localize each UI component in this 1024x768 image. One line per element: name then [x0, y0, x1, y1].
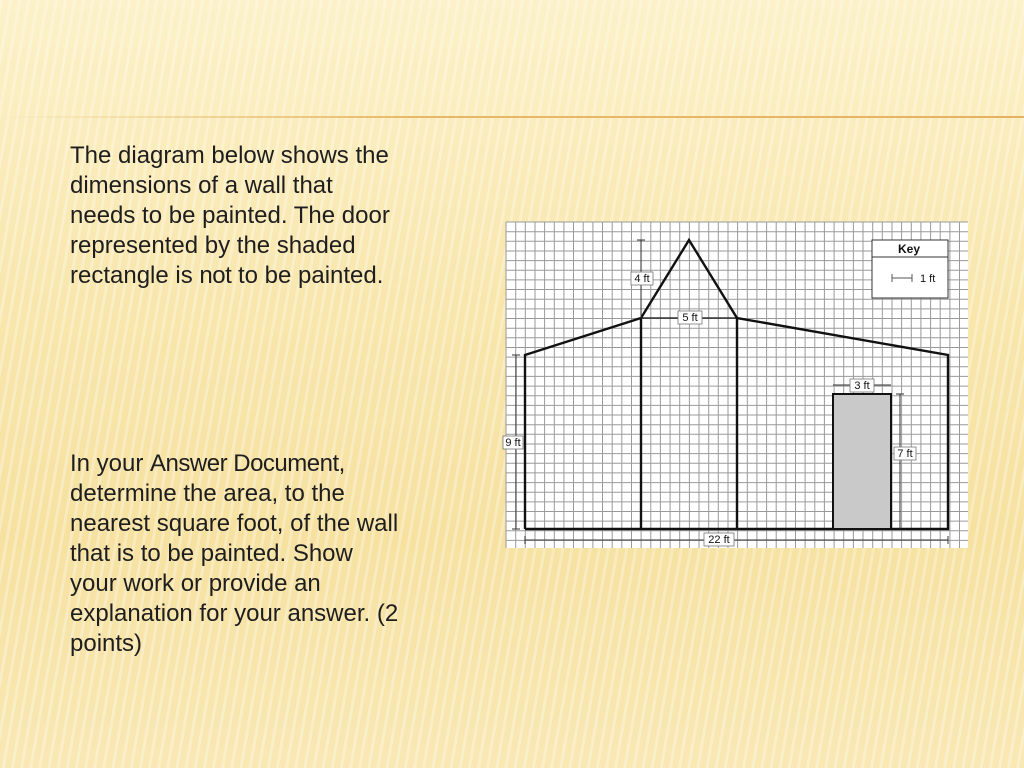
label-wall-width: 22 ft	[708, 534, 730, 546]
p2-line-4: that is to be painted. Show	[70, 540, 353, 567]
p2-line-1-end: ,	[338, 450, 346, 477]
p2-line-7: points)	[70, 630, 143, 657]
door-shaded-rectangle	[833, 394, 891, 529]
label-wall-height: 9 ft	[505, 437, 521, 449]
wall-diagram	[500, 218, 970, 553]
p2-line-3: nearest square foot, of the wall	[70, 510, 399, 537]
label-door-height: 7 ft	[897, 448, 913, 460]
p2-line-2: determine the area, to the	[70, 480, 345, 507]
task-paragraph	[70, 449, 490, 659]
emphasis-not: not	[199, 262, 232, 289]
p2-line-6: explanation for your answer. (2	[70, 600, 399, 627]
title-divider-line	[0, 116, 1024, 118]
key-unit-label: 1 ft	[920, 273, 936, 285]
p1-line-3: needs to be painted. The door	[70, 202, 390, 229]
key-legend	[872, 240, 948, 298]
p1-line-5-start: rectangle is	[70, 262, 200, 289]
p1-line-2: dimensions of a wall that	[70, 172, 333, 199]
label-peak-height: 4 ft	[634, 273, 650, 285]
key-title: Key	[897, 242, 921, 256]
label-tower-width: 5 ft	[682, 312, 698, 324]
label-door-width: 3 ft	[854, 380, 870, 392]
p1-line-5-end: to be painted.	[231, 262, 384, 289]
p2-line-1-start: In your	[70, 450, 151, 477]
answer-document-emphasis: Answer Document	[150, 450, 339, 477]
p1-line-1: The diagram below shows the	[70, 142, 389, 169]
p1-line-4: represented by the shaded	[70, 232, 356, 259]
instructions-paragraph	[70, 141, 490, 291]
p2-line-5: your work or provide an	[70, 570, 321, 597]
